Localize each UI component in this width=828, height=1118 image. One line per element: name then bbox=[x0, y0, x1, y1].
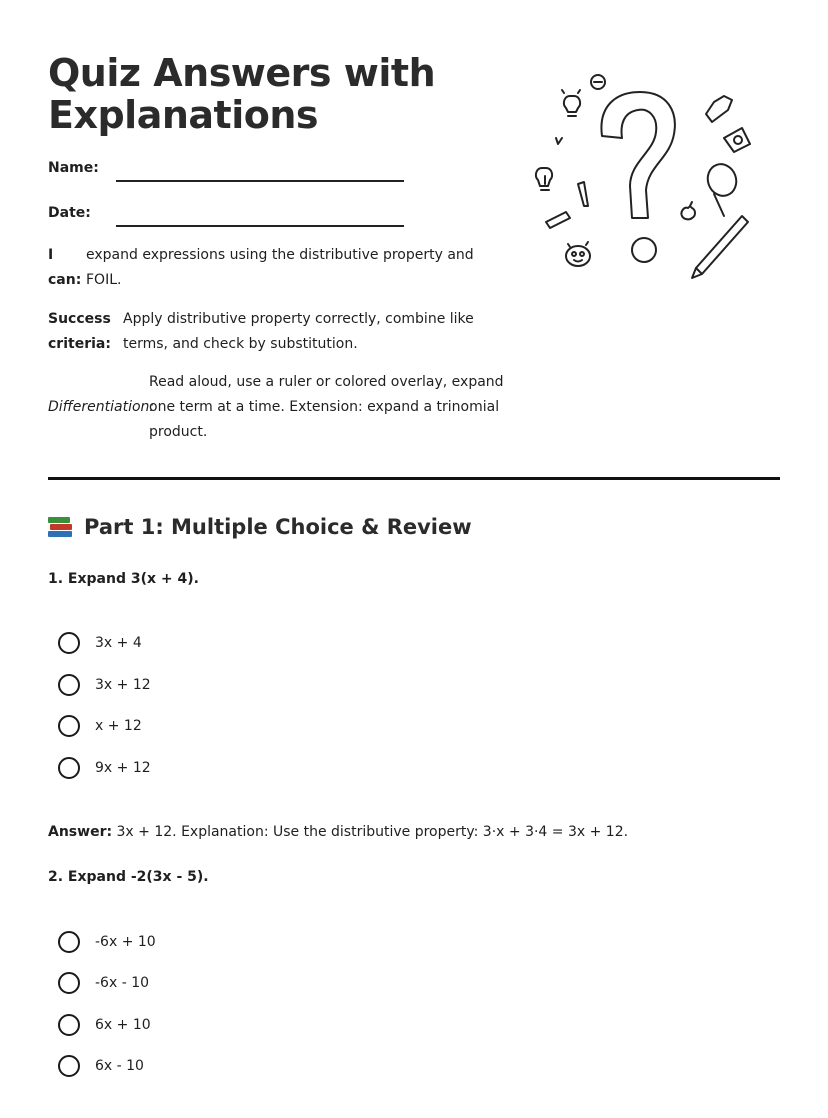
q1-answer-label: Answer: bbox=[48, 824, 113, 840]
q1-option-c-label: x + 12 bbox=[95, 718, 142, 734]
q1-option-d-label: 9x + 12 bbox=[95, 760, 151, 776]
q1-option-c-radio[interactable] bbox=[58, 715, 80, 737]
differentiation-row bbox=[48, 370, 504, 445]
q1-option-d-radio[interactable] bbox=[58, 757, 80, 779]
question-1-prompt: 1. Expand 3(x + 4). bbox=[48, 571, 199, 587]
q1-option-a[interactable] bbox=[58, 631, 142, 655]
i-can-text-line2: FOIL. bbox=[86, 272, 122, 288]
success-criteria-label bbox=[48, 307, 123, 357]
question-2-prompt: 2. Expand -2(3x - 5). bbox=[48, 869, 209, 885]
question-mark-doodle-icon bbox=[528, 66, 758, 280]
part1-heading-text: Part 1: Multiple Choice & Review bbox=[84, 515, 472, 539]
section-divider bbox=[48, 477, 780, 480]
q2-option-b-label: -6x - 10 bbox=[95, 975, 150, 991]
i-can-text bbox=[86, 243, 474, 293]
q2-option-c-radio[interactable] bbox=[58, 1014, 80, 1036]
q1-option-b-radio[interactable] bbox=[58, 674, 80, 696]
name-label: Name: bbox=[48, 160, 99, 176]
q2-option-a-radio[interactable] bbox=[58, 931, 80, 953]
q1-option-b-label: 3x + 12 bbox=[95, 677, 151, 693]
q1-option-d[interactable] bbox=[58, 756, 151, 780]
page-title: Quiz Answers with Explanations bbox=[48, 51, 436, 137]
date-label: Date: bbox=[48, 205, 91, 221]
books-icon bbox=[48, 515, 74, 539]
i-can-row bbox=[48, 243, 474, 293]
q2-option-d[interactable] bbox=[58, 1054, 144, 1078]
i-can-label-line2: can: bbox=[48, 272, 82, 288]
i-can-text-line1: expand expressions using the distributive property and bbox=[86, 247, 474, 263]
q1-option-a-label: 3x + 4 bbox=[95, 635, 142, 651]
q1-option-a-radio[interactable] bbox=[58, 632, 80, 654]
i-can-label-line1: I bbox=[48, 247, 54, 263]
success-label-line1: Success bbox=[48, 311, 111, 327]
q2-option-d-label: 6x - 10 bbox=[95, 1058, 144, 1074]
q1-option-c[interactable] bbox=[58, 714, 142, 738]
q2-option-c[interactable] bbox=[58, 1013, 151, 1037]
success-label-line2: criteria: bbox=[48, 336, 111, 352]
q1-answer bbox=[48, 824, 628, 840]
success-text-line2: terms, and check by substitution. bbox=[123, 336, 358, 352]
diff-text-line2: one term at a time. Extension: expand a trinomial bbox=[149, 399, 500, 415]
success-criteria-text bbox=[123, 307, 474, 357]
q2-option-d-radio[interactable] bbox=[58, 1055, 80, 1077]
q2-option-c-label: 6x + 10 bbox=[95, 1017, 151, 1033]
success-text-line1: Apply distributive property correctly, combine like bbox=[123, 311, 474, 327]
q2-option-a[interactable] bbox=[58, 930, 156, 954]
q2-option-b-radio[interactable] bbox=[58, 972, 80, 994]
success-criteria-row bbox=[48, 307, 474, 357]
q2-option-a-label: -6x + 10 bbox=[95, 934, 156, 950]
diff-text-line1: Read aloud, use a ruler or colored overlay, expand bbox=[149, 374, 504, 390]
q1-answer-text: 3x + 12. Explanation: Use the distributive property: 3·x + 3·4 = 3x + 12. bbox=[112, 824, 629, 840]
date-field[interactable] bbox=[116, 225, 404, 227]
i-can-label bbox=[48, 243, 86, 293]
part1-heading bbox=[48, 515, 472, 539]
differentiation-text bbox=[149, 370, 504, 445]
diff-text-line3: product. bbox=[149, 424, 208, 440]
q2-option-b[interactable] bbox=[58, 971, 149, 995]
differentiation-label: Differentiation: bbox=[48, 399, 155, 415]
q1-option-b[interactable] bbox=[58, 673, 151, 697]
name-field[interactable] bbox=[116, 180, 404, 182]
